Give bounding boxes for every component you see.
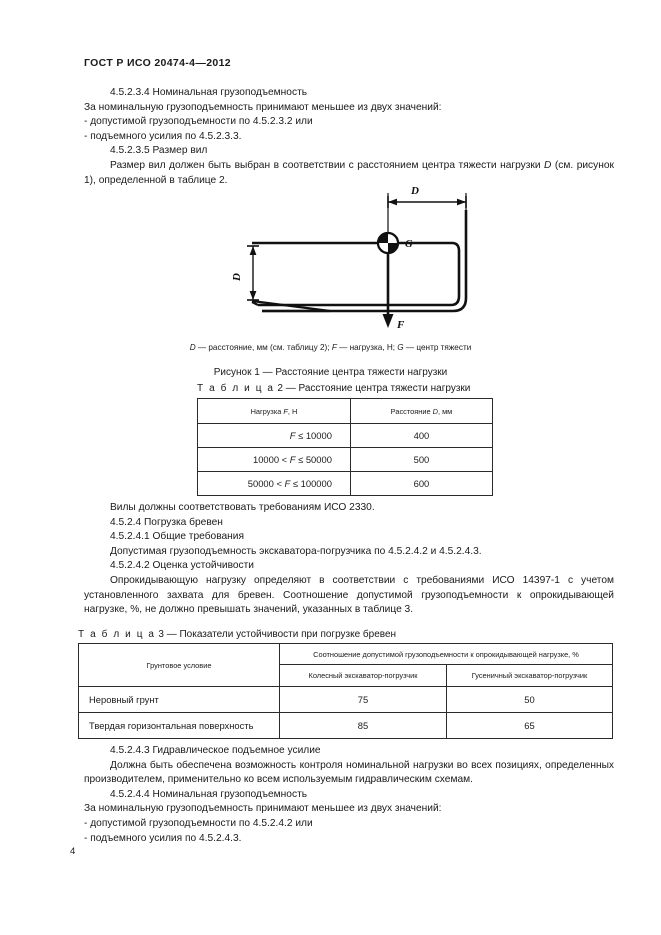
clause-4-5-2-4-4-item-2: - подъемного усилия по 4.5.2.4.3. <box>84 832 242 844</box>
table-row <box>79 687 613 713</box>
label-center-of-gravity: G <box>405 239 413 250</box>
table-2-header-load: Нагрузка F, Н <box>198 399 351 424</box>
figure-1-legend: D — расстояние, мм (см. таблицу 2); F — нагрузка, Н; G — центр тяжести <box>189 343 472 352</box>
clause-4-5-2-4-2-paragraph: Опрокидывающую нагрузку определяют в соответствии с требованиями ИСО 14397-1 с учетом установленного захвата для бревен. Соотношение допустимой грузоподъемности к опрокидывающей нагрузке, %, не должно превышать значений, указанных в таблице 3. <box>84 574 614 616</box>
label-distance-left: D <box>231 273 243 281</box>
table-2 <box>197 398 493 496</box>
table-2-cell-distance-1: 400 <box>350 424 492 448</box>
table-3-header-wheeled: Колесный экскаватор-погрузчик <box>280 665 447 687</box>
table-3-cell-condition-2: Твердая горизонтальная поверхность <box>79 713 280 739</box>
table-3-header-condition: Грунтовое условие <box>79 644 280 687</box>
figure-1-drawing <box>0 180 661 340</box>
arrowhead-top-right <box>457 199 466 206</box>
clause-4-5-2-4-3-heading: 4.5.2.4.3 Гидравлическое подъемное усилие <box>110 745 321 756</box>
clause-4-5-2-4-1-text: Допустимая грузоподъемность экскаватора-погрузчика по 4.5.2.4.2 и 4.5.2.4.3. <box>110 545 482 557</box>
table-2-cell-load-1: F ≤ 10000 <box>198 424 351 448</box>
table-3 <box>78 643 613 739</box>
table-3-cell-wheeled-2: 85 <box>280 713 447 739</box>
clause-4-5-2-3-4-item-1: - допустимой грузоподъемности по 4.5.2.3.2 или <box>84 116 313 128</box>
table-2-title <box>197 382 470 396</box>
table-2-cell-distance-2: 500 <box>350 448 492 472</box>
center-of-gravity-symbol <box>378 233 398 253</box>
table-3-cell-tracked-1: 50 <box>446 687 612 713</box>
figure-1 <box>0 180 661 380</box>
document-header: ГОСТ Р ИСО 20474-4—2012 <box>84 57 231 69</box>
label-distance-top: D <box>411 185 419 197</box>
section-a <box>84 86 614 188</box>
table-2-cell-load-3: 50000 < F ≤ 100000 <box>198 472 351 496</box>
clause-4-5-2-3-5-paragraph: Размер вил должен быть выбран в соответствии с расстоянием центра тяжести нагрузки D (см. рисунок 1), определенной в таблице 2. <box>84 159 614 186</box>
table-2-header-row <box>198 399 493 424</box>
fork-load-center-diagram <box>0 180 661 340</box>
table-2-title-dash: — <box>285 383 296 394</box>
arrowhead-left-up <box>250 246 257 255</box>
table-3-title-number: 3 <box>158 629 164 640</box>
table-3-cell-condition-1: Неровный грунт <box>79 687 280 713</box>
table-3-wrapper <box>78 643 613 739</box>
clause-4-5-2-3-4-heading: 4.5.2.3.4 Номинальная грузоподъемность <box>110 87 308 98</box>
table-2-cell-load-2: 10000 < F ≤ 50000 <box>198 448 351 472</box>
page-number: 4 <box>70 846 76 857</box>
clause-4-5-2-4-2-heading: 4.5.2.4.2 Оценка устойчивости <box>110 560 254 572</box>
arrowhead-force-down <box>383 314 394 328</box>
clause-4-5-2-4-1-heading: 4.5.2.4.1 Общие требования <box>110 531 244 543</box>
clause-4-5-2-3-5-heading: 4.5.2.3.5 Размер вил <box>110 145 208 157</box>
table-3-cell-tracked-2: 65 <box>446 713 612 739</box>
table-row <box>79 713 613 739</box>
table-3-title-text: Показатели устойчивости при погрузке бревен <box>179 629 397 640</box>
fork-outer-edge <box>262 210 466 311</box>
clause-4-5-2-4-4-item-1: - допустимой грузоподъемности по 4.5.2.4.2 или <box>84 817 313 829</box>
table-2-cell-distance-3: 600 <box>350 472 492 496</box>
clause-4-5-2-4-heading: 4.5.2.4 Погрузка бревен <box>110 516 223 528</box>
table-row <box>198 472 493 496</box>
arrowhead-top-left <box>388 199 397 206</box>
table-2-wrapper <box>197 398 493 496</box>
table-row <box>198 424 493 448</box>
table-3-header-tracked: Гусеничный экскаватор-погрузчик <box>446 665 612 687</box>
section-c <box>84 744 614 846</box>
figure-1-caption: Рисунок 1 — Расстояние центра тяжести нагрузки <box>213 367 448 378</box>
section-b <box>84 501 614 618</box>
table-3-title <box>78 628 396 642</box>
fork-inner-edge <box>258 243 459 305</box>
clause-4-5-2-4-3-paragraph: Должна быть обеспечена возможность контроля номинальной нагрузки во всех позициях, определенных производителем, применительно ко всем используемым гидравлическим схемам. <box>84 759 614 786</box>
clause-4-5-2-4-4-heading: 4.5.2.4.4 Номинальная грузоподъемность <box>110 788 308 800</box>
arrowhead-left-down <box>250 291 257 300</box>
label-force: F <box>397 319 405 331</box>
table-3-header-ratio: Соотношение допустимой грузоподъемности к опрокидывающей нагрузке, % <box>280 644 613 665</box>
table-2-title-prefix: Т а б л и ц а <box>197 383 275 394</box>
table-2-title-number: 2 <box>277 383 283 394</box>
table-row <box>198 448 493 472</box>
table-2-header-distance: Расстояние D, мм <box>350 399 492 424</box>
table-3-title-prefix: Т а б л и ц а <box>78 629 156 640</box>
clause-fork-standard-text: Вилы должны соответствовать требованиям ИСО 2330. <box>110 502 375 513</box>
clause-4-5-2-4-4-text: За номинальную грузоподъемность принимают меньшее из двух значений: <box>84 803 442 815</box>
clause-4-5-2-3-4-text: За номинальную грузоподъемность принимают меньшее из двух значений: <box>84 101 442 113</box>
table-3-title-dash: — <box>166 629 177 640</box>
table-2-title-text: Расстояние центра тяжести нагрузки <box>298 383 471 394</box>
table-3-header-row-top <box>79 644 613 665</box>
clause-4-5-2-3-4-item-2: - подъемного усилия по 4.5.2.3.3. <box>84 130 242 142</box>
table-3-cell-wheeled-1: 75 <box>280 687 447 713</box>
